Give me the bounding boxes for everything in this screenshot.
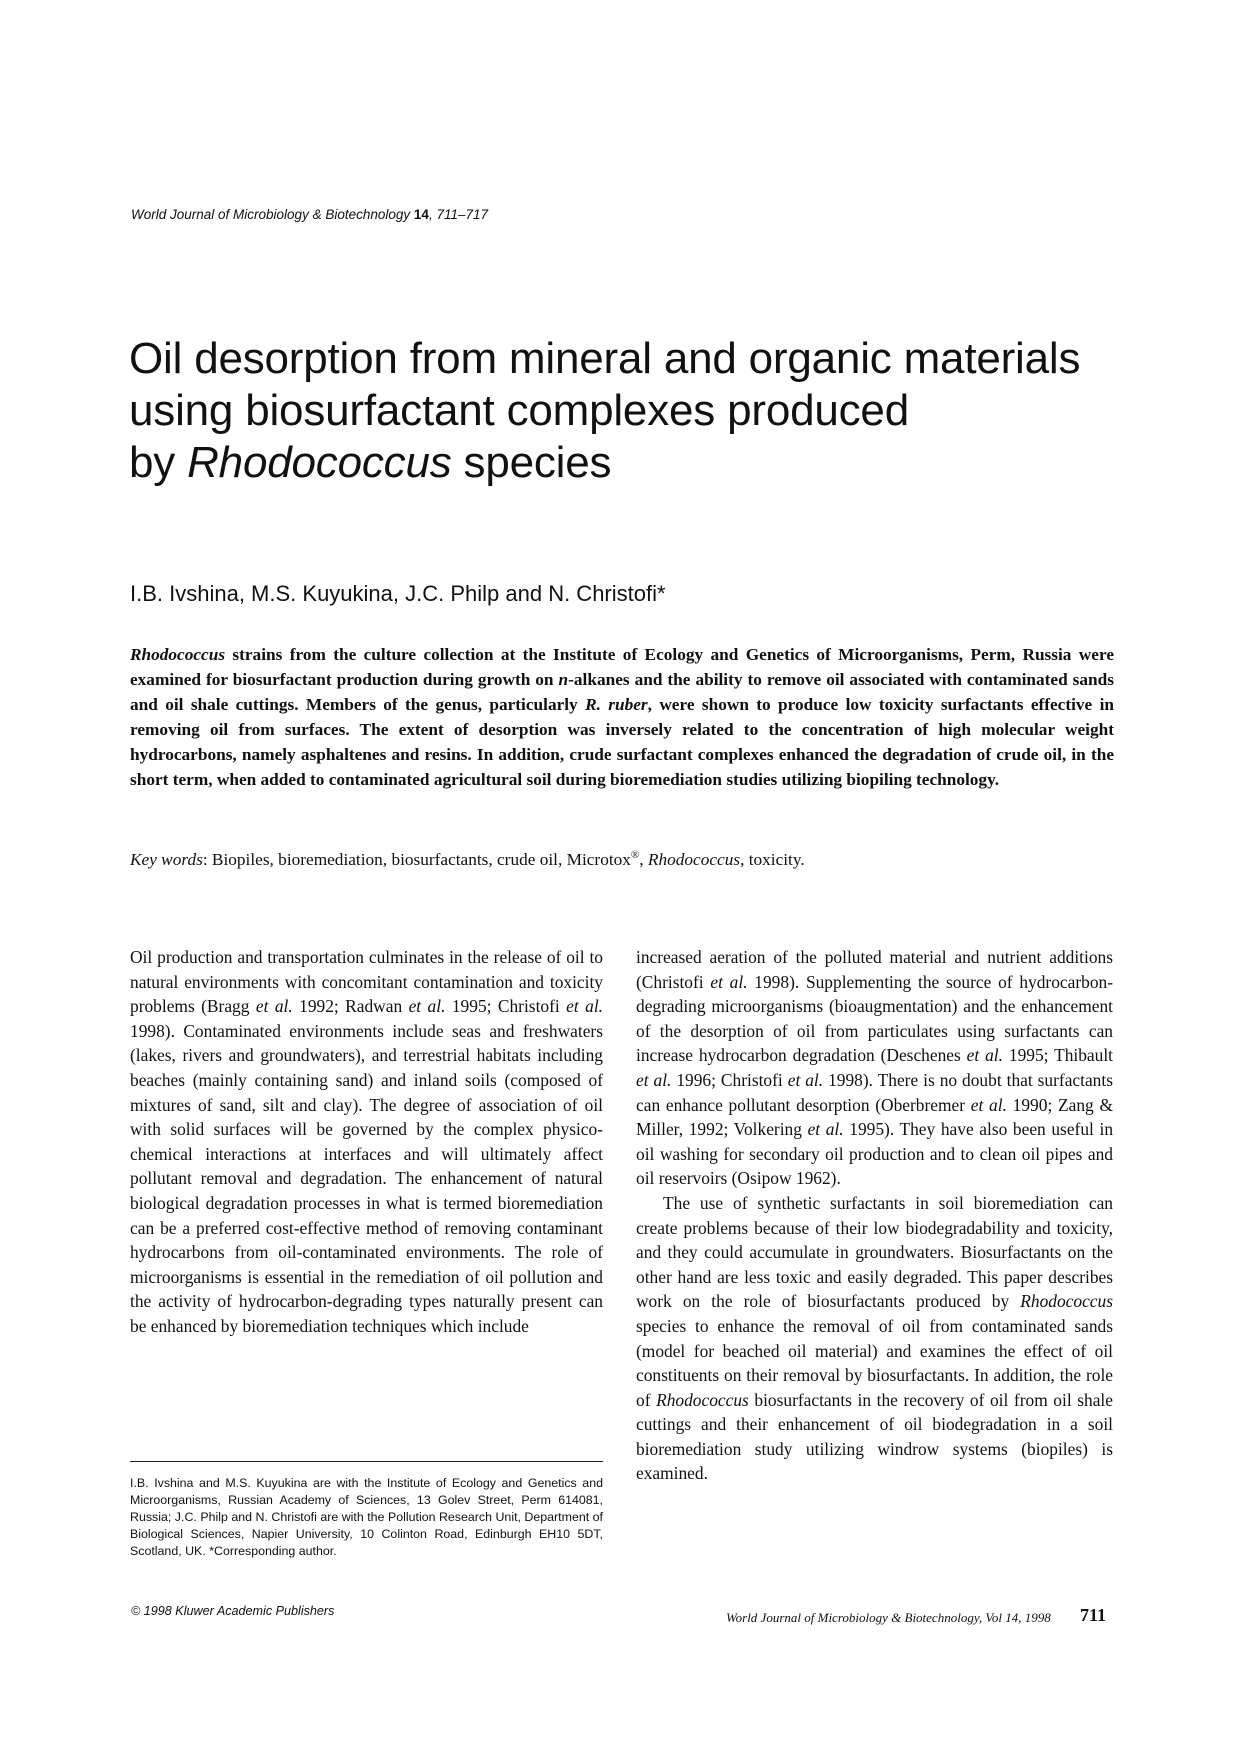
title-line-1: Oil desorption from mineral and organic materials xyxy=(129,334,1081,383)
title-line-3-prefix: by xyxy=(129,438,188,487)
left-text-2: 1992; Radwan xyxy=(292,996,409,1017)
genus-name: Rhodococcus xyxy=(1020,1291,1113,1312)
et-al: et al. xyxy=(710,971,748,992)
right-text-2: 1998). Supplementing the source of hydrocarbon-degrading microorganisms (bioaugmentation) and the enhancement of the desorption of oil from particulates using surfactants can increase hydrocarbon degradation (Deschenes xyxy=(636,971,1113,1066)
right-paragraph-1 xyxy=(636,945,1113,1191)
abstract-text-3: , were shown to produce low toxicity surfactants effective in removing oil from surfaces. The extent of desorption was inversely related to the concentration of high molecular weight hydrocarbons, namely asphaltenes and resins. In addition, crude surfactant complexes enhanced the degradation of crude oil, in the short term, when added to contaminated agricultural soil during bioremediation studies utilizing biopiling technology. xyxy=(130,695,1114,789)
left-text-1: Oil production and transportation culminates in the release of oil to natural environments with concomitant contamination and toxicity problems (Bragg xyxy=(130,947,603,1017)
registered-mark: ® xyxy=(630,849,640,861)
abstract-text-1: strains from the culture collection at the Institute of Ecology and Genetics of Microorganisms, Perm, Russia were examined for biosurfactant production during growth on xyxy=(130,645,1114,689)
abstract-n-prefix: n xyxy=(558,670,569,689)
et-al: et al. xyxy=(255,996,293,1017)
copyright-notice: © 1998 Kluwer Academic Publishers xyxy=(131,1604,335,1618)
genus-name: Rhodococcus xyxy=(656,1389,749,1410)
abstract-genus: Rhodococcus xyxy=(130,645,226,664)
abstract xyxy=(130,642,1114,792)
footnote-divider xyxy=(130,1461,603,1462)
author-affiliation-footnote: I.B. Ivshina and M.S. Kuyukina are with the Institute of Ecology and Genetics and Microorganisms, Russian Academy of Sciences, 13 Golev Street, Perm 614081, Russia; J.C. Philp and N. Christofi are with the Pollution Research Unit, Department of Biological Sciences, Napier University, 10 Colinton Road, Edinburgh EH10 5DT, Scotland, UK. *Corresponding author. xyxy=(130,1476,603,1558)
right-paragraph-2 xyxy=(636,1191,1113,1486)
keywords xyxy=(130,843,1114,872)
right-text-8: The use of synthetic surfactants in soil bioremediation can create problems because of their low biodegradability and toxicity, and they could accumulate in groundwaters. Biosurfactants on the other hand are less toxic and easily degraded. This paper describes work on the role of biosurfactants produced by xyxy=(636,1192,1113,1312)
title-line-3-suffix: species xyxy=(451,438,612,487)
et-al: et al. xyxy=(787,1069,824,1090)
footer-journal-reference: World Journal of Microbiology & Biotechnology, Vol 14, 1998 xyxy=(726,1610,1051,1625)
right-text-9: species to enhance the removal of oil from contaminated sands (model for beached oil material) and examines the effect of oil constituents on their removal by biosurfactants. In addition, the role of xyxy=(636,1315,1113,1410)
right-text-3: 1995; Thibault xyxy=(1003,1045,1114,1066)
right-text-6: 1990; Zang & Miller, 1992; Volkering xyxy=(636,1094,1113,1140)
right-text-7: 1995). They have also been useful in oil washing for secondary oil production and to clean oil pipes and oil reservoirs (Osipow 1962). xyxy=(636,1119,1114,1189)
right-text-5: 1998). There is no doubt that surfactants can enhance pollutant desorption (Oberbremer xyxy=(636,1069,1113,1115)
et-al: et al. xyxy=(970,1094,1007,1115)
body-left-column xyxy=(130,945,603,1339)
abstract-species: R. ruber xyxy=(585,695,648,714)
et-al: et al. xyxy=(807,1119,844,1140)
journal-volume: 14 xyxy=(413,207,429,222)
et-al: et al. xyxy=(566,996,604,1017)
running-head xyxy=(131,207,488,222)
journal-name: World Journal of Microbiology & Biotechnology xyxy=(131,207,411,222)
title-genus: Rhodococcus xyxy=(187,438,452,487)
right-text-10: biosurfactants in the recovery of oil from oil shale cuttings and their enhancement of oil biodegradation in a soil bioremediation study utilizing windrow systems (biopiles) is examined. xyxy=(636,1389,1113,1484)
left-text-3: 1995; Christofi xyxy=(445,996,567,1017)
body-right-column xyxy=(636,945,1113,1486)
right-text-1: increased aeration of the polluted material and nutrient additions (Christofi xyxy=(636,947,1113,992)
right-text-4: 1996; Christofi xyxy=(671,1069,788,1090)
abstract-text-2: -alkanes and the ability to remove oil associated with contaminated sands and oil shale cuttings. Members of the genus, particularly xyxy=(130,670,1114,714)
left-text-4: 1998). Contaminated environments include seas and freshwaters (lakes, rivers and groundwaters), and terrestrial habitats including beaches (mainly containing sand) and inland soils (composed of mixtures of sand, silt and clay). The degree of association of oil with solid surfaces will be governed by the complex physico-chemical interactions at interfaces and will ultimately affect pollutant removal and degradation. The enhancement of natural biological degradation processes in what is termed bioremediation can be a preferred cost-effective method of removing contaminant hydrocarbons from oil-contaminated environments. The role of microorganisms is essential in the remediation of oil pollution and the activity of hydrocarbon-degrading types naturally present can be enhanced by bioremediation techniques which include xyxy=(130,1020,603,1336)
authors: I.B. Ivshina, M.S. Kuyukina, J.C. Philp and N. Christofi* xyxy=(130,581,666,606)
keywords-genus: Rhodococcus xyxy=(647,849,741,869)
title-line-2: using biosurfactant complexes produced xyxy=(129,386,909,435)
keywords-text-2: , toxicity. xyxy=(740,849,805,869)
keywords-label: Key words xyxy=(130,849,203,869)
et-al: et al. xyxy=(636,1069,672,1090)
et-al: et al. xyxy=(966,1045,1003,1066)
paper-title xyxy=(129,333,1149,489)
journal-pages: , 711–717 xyxy=(428,207,488,222)
keywords-text-1: : Biopiles, bioremediation, biosurfactants, crude oil, Microtox xyxy=(202,849,631,869)
et-al: et al. xyxy=(408,996,446,1017)
page-number: 711 xyxy=(1080,1605,1107,1625)
keywords-sep: , xyxy=(639,849,648,869)
